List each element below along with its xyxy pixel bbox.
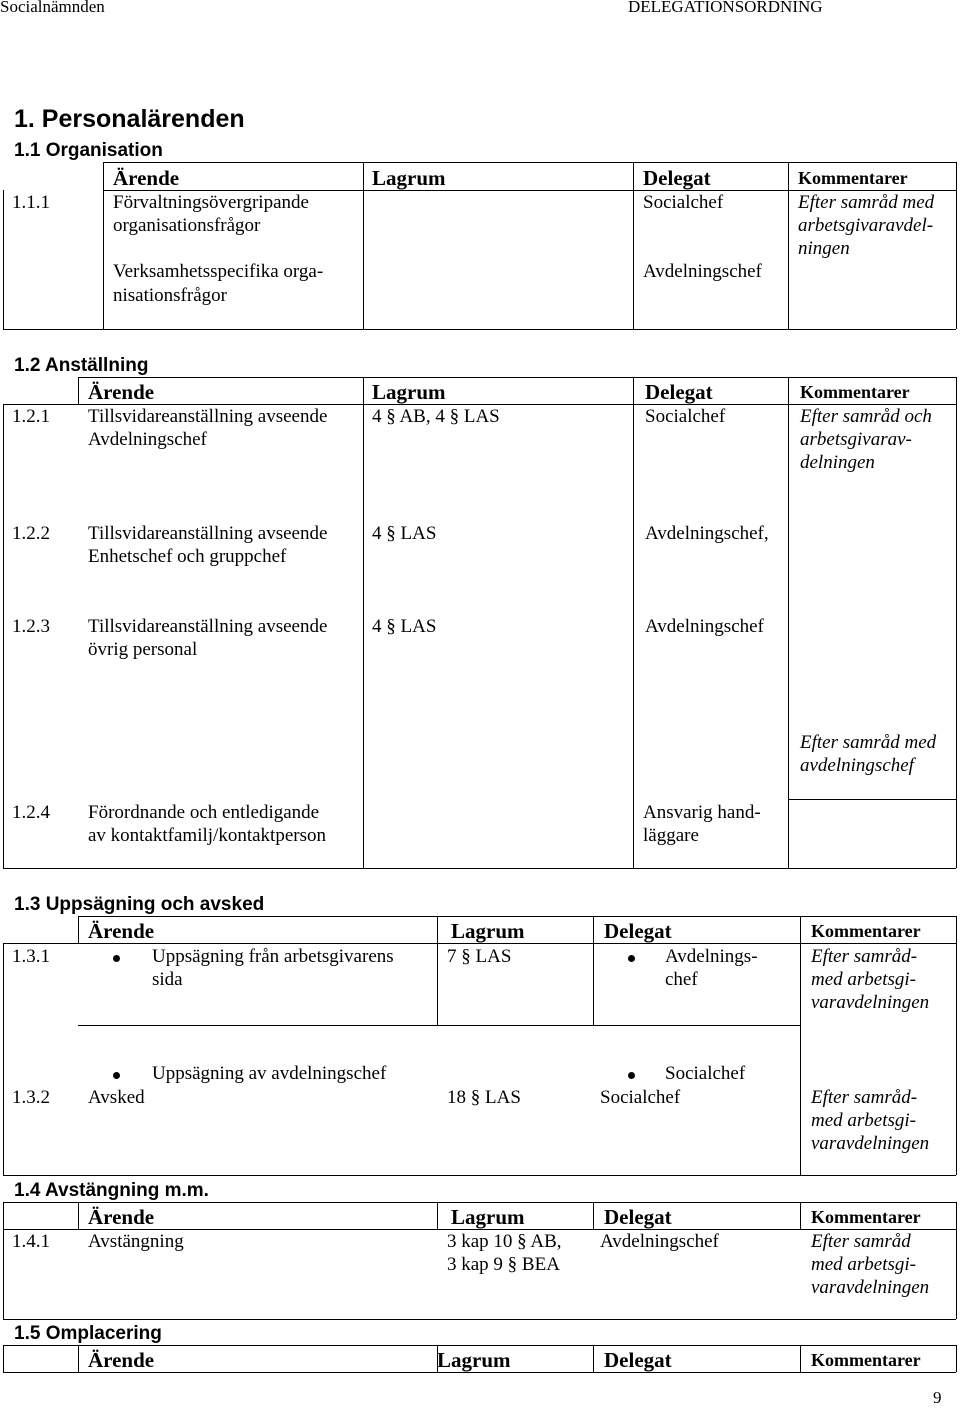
col-header-arende: Ärende — [88, 1348, 155, 1372]
comment-text: Efter samråd med — [800, 732, 937, 753]
row-number: 1.2.2 — [12, 523, 50, 544]
row-number: 1.3.1 — [12, 946, 50, 967]
row-number: 1.4.1 — [12, 1231, 50, 1252]
bullet-icon — [113, 955, 120, 962]
delegat-text: Avdelningschef — [645, 616, 764, 637]
arende-text: övrig personal — [88, 639, 198, 660]
arende-text: Uppsägning av avdelningschef — [152, 1063, 387, 1084]
arende-text: Förordnande och entledigande — [88, 802, 320, 823]
lagrum-text: 18 § LAS — [447, 1087, 521, 1108]
col-header-lagrum: Lagrum — [372, 166, 446, 190]
comment-text: ningen — [798, 238, 850, 259]
comment-text: Efter samråd och — [800, 406, 932, 427]
delegat-text: Ansvarig hand- — [643, 802, 761, 823]
arende-text: Enhetschef och gruppchef — [88, 546, 287, 567]
lagrum-text: 7 § LAS — [447, 946, 512, 967]
col-header-arende: Ärende — [113, 166, 180, 190]
header-left: Socialnämnden — [0, 0, 105, 16]
arende-text: Uppsägning från arbetsgivarens — [152, 946, 394, 967]
col-header-arende: Ärende — [88, 380, 155, 404]
lagrum-text: 4 § LAS — [372, 616, 437, 637]
row-number: 1.1.1 — [12, 192, 50, 213]
arende-text: av kontaktfamilj/kontaktperson — [88, 825, 326, 846]
delegat-text: Socialchef — [643, 192, 724, 213]
col-header-arende: Ärende — [88, 1205, 155, 1229]
header-right: DELEGATIONSORDNING — [628, 0, 823, 16]
comment-text: varavdelningen — [811, 1133, 930, 1154]
row-number: 1.2.1 — [12, 406, 50, 427]
subsection-title: 1.2 Anställning — [14, 355, 149, 376]
delegat-text: läggare — [643, 825, 699, 846]
delegat-text: Avdelningschef — [600, 1231, 719, 1252]
col-header-delegat: Delegat — [604, 919, 672, 943]
comment-text: arbetsgivaravdel- — [798, 215, 934, 236]
col-header-delegat: Delegat — [604, 1205, 672, 1229]
delegat-text: Socialchef — [645, 406, 726, 427]
comment-text: med arbetsgi- — [811, 969, 917, 990]
arende-text: Verksamhetsspecifika orga- — [113, 261, 324, 282]
comment-text: varavdelningen — [811, 992, 930, 1013]
col-header-kommentarer: Kommentarer — [798, 168, 908, 188]
arende-text: Tillsvidareanställning avseende — [88, 616, 328, 637]
col-header-delegat: Delegat — [645, 380, 713, 404]
bullet-icon — [113, 1072, 120, 1079]
arende-text: Tillsvidareanställning avseende — [88, 406, 328, 427]
comment-text: Efter samråd med — [798, 192, 935, 213]
subsection-title: 1.1 Organisation — [14, 140, 163, 161]
row-number: 1.2.3 — [12, 616, 50, 637]
subsection-title: 1.3 Uppsägning och avsked — [14, 894, 265, 915]
row-number: 1.3.2 — [12, 1087, 50, 1108]
page-number: 9 — [933, 1388, 942, 1407]
lagrum-text: 4 § AB, 4 § LAS — [372, 406, 500, 427]
comment-text: varavdelningen — [811, 1277, 930, 1298]
col-header-lagrum: Lagrum — [451, 919, 525, 943]
arende-text: Förvaltningsövergripande — [113, 192, 309, 213]
col-header-kommentarer: Kommentarer — [800, 382, 910, 402]
col-header-kommentarer: Kommentarer — [811, 1350, 921, 1370]
col-header-lagrum: Lagrum — [451, 1205, 525, 1229]
arende-text: Avdelningschef — [88, 429, 207, 450]
delegat-text: chef — [665, 969, 698, 990]
comment-text: avdelningschef — [800, 755, 914, 776]
delegat-text: Socialchef — [600, 1087, 681, 1108]
lagrum-text: 4 § LAS — [372, 523, 437, 544]
lagrum-text: 3 kap 10 § AB, — [447, 1231, 562, 1252]
delegat-text: Socialchef — [665, 1063, 746, 1084]
bullet-icon — [628, 1072, 635, 1079]
arende-text: Avsked — [88, 1087, 145, 1108]
section-title: 1. Personalärenden — [14, 105, 245, 133]
col-header-lagrum: Lagrum — [372, 380, 446, 404]
lagrum-text: 3 kap 9 § BEA — [447, 1254, 560, 1275]
arende-text: sida — [152, 969, 183, 990]
arende-text: Tillsvidareanställning avseende — [88, 523, 328, 544]
arende-text: Avstängning — [88, 1231, 184, 1252]
comment-text: delningen — [800, 452, 875, 473]
arende-text: organisationsfrågor — [113, 215, 261, 236]
delegat-text: Avdelningschef, — [645, 523, 769, 544]
comment-text: arbetsgivarav- — [800, 429, 912, 450]
col-header-kommentarer: Kommentarer — [811, 1207, 921, 1227]
delegat-text: Avdelningschef — [643, 261, 762, 282]
row-number: 1.2.4 — [12, 802, 50, 823]
delegat-text: Avdelnings- — [665, 946, 758, 967]
col-header-delegat: Delegat — [604, 1348, 672, 1372]
subsection-title: 1.4 Avstängning m.m. — [14, 1180, 209, 1201]
comment-text: med arbetsgi- — [811, 1254, 917, 1275]
col-header-lagrum: Lagrum — [437, 1348, 511, 1372]
col-header-arende: Ärende — [88, 919, 155, 943]
arende-text: nisationsfrågor — [113, 285, 227, 306]
bullet-icon — [628, 955, 635, 962]
comment-text: Efter samråd — [811, 1231, 911, 1252]
comment-text: med arbetsgi- — [811, 1110, 917, 1131]
col-header-kommentarer: Kommentarer — [811, 921, 921, 941]
col-header-delegat: Delegat — [643, 166, 711, 190]
comment-text: Efter samråd- — [811, 1087, 918, 1108]
subsection-title: 1.5 Omplacering — [14, 1323, 162, 1344]
comment-text: Efter samråd- — [811, 946, 918, 967]
